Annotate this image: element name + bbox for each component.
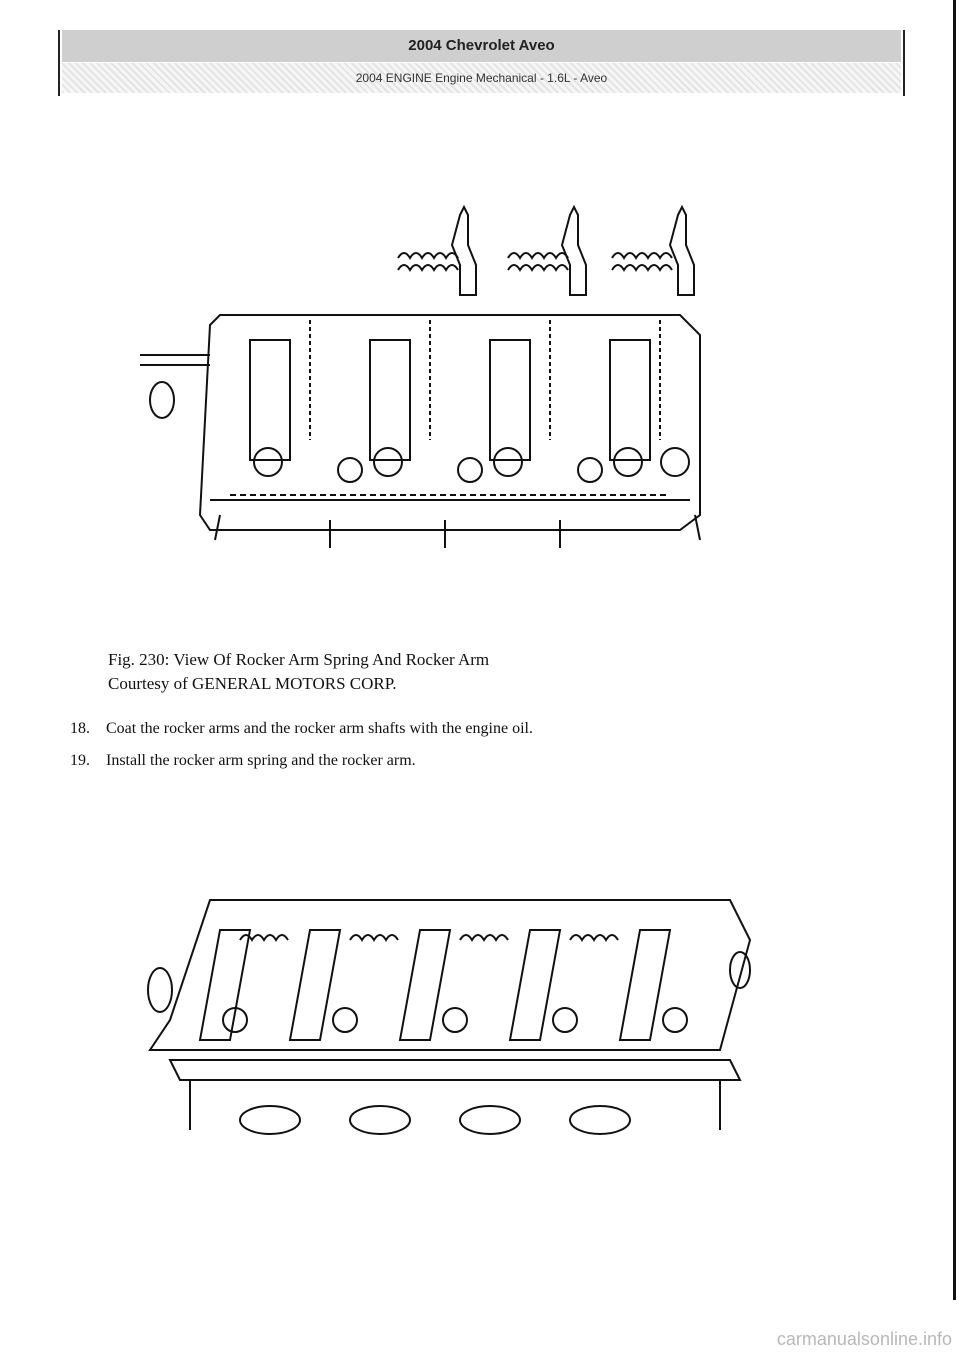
procedure-steps: [70, 720, 890, 784]
rocker-arms-mounted: [230, 320, 689, 495]
figure-caption: [108, 648, 489, 696]
rocker-arm-row: [200, 930, 687, 1040]
header-subtitle: 2004 ENGINE Engine Mechanical - 1.6L - Aveo: [62, 63, 901, 93]
figure-caption-credit: Courtesy of GENERAL MOTORS CORP.: [108, 674, 397, 693]
step-number: 19.: [70, 752, 90, 769]
step-19: [70, 752, 890, 770]
watermark: carmanualsonline.info: [776, 1329, 952, 1349]
rocker-arm-exploded-figure: [140, 200, 760, 580]
header-frame-right: [903, 30, 905, 96]
figure-caption-title: Fig. 230: View Of Rocker Arm Spring And Rocker Arm: [108, 650, 490, 669]
step-text: Coat the rocker arms and the rocker arm shafts with the engine oil.: [106, 720, 533, 737]
header-frame-left: [58, 30, 60, 96]
step-number: 18.: [70, 720, 90, 737]
rocker-arm-installed-figure: [140, 870, 760, 1170]
page-border: [953, 0, 956, 1300]
header-title: 2004 Chevrolet Aveo: [62, 30, 901, 62]
cylinder-head: [140, 315, 700, 548]
rocker-arm-spring-group: [398, 207, 694, 295]
intake-ports: [190, 1080, 720, 1134]
step-text: Install the rocker arm spring and the rocker arm.: [106, 752, 416, 769]
step-18: [70, 720, 890, 738]
